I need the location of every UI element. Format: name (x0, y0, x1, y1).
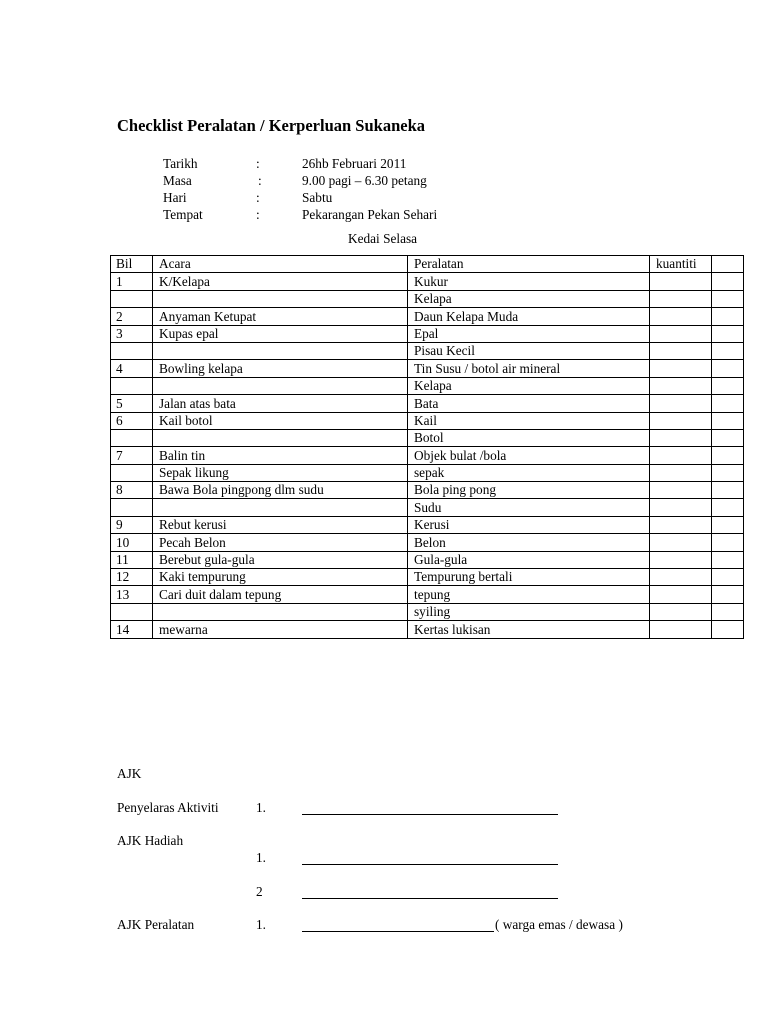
table-row (111, 308, 744, 325)
table-header-row (111, 256, 744, 273)
info-key: Masa (163, 173, 192, 188)
coordinator-label: Penyelaras Aktiviti (117, 800, 219, 815)
info-separator: : (256, 190, 260, 205)
cell-extra[interactable] (712, 412, 744, 429)
cell-bil: 12 (111, 569, 153, 586)
table-row (111, 377, 744, 394)
cell-bil: 4 (111, 360, 153, 377)
cell-kuantiti[interactable] (650, 621, 712, 638)
cell-extra[interactable] (712, 377, 744, 394)
cell-bil: 14 (111, 621, 153, 638)
checklist-table (110, 255, 744, 639)
table-row (111, 551, 744, 568)
info-key: Tempat (163, 207, 203, 222)
info-separator: : (256, 207, 260, 222)
cell-kuantiti[interactable] (650, 447, 712, 464)
cell-kuantiti[interactable] (650, 377, 712, 394)
coordinator-signature-line[interactable] (302, 814, 558, 815)
header-acara: Acara (153, 256, 408, 273)
cell-acara: Kaki tempurung (153, 569, 408, 586)
cell-bil: 2 (111, 308, 153, 325)
cell-acara: K/Kelapa (153, 273, 408, 290)
cell-bil (111, 429, 153, 446)
table-row (111, 360, 744, 377)
cell-kuantiti[interactable] (650, 429, 712, 446)
cell-acara: Pecah Belon (153, 534, 408, 551)
cell-extra[interactable] (712, 429, 744, 446)
header-bil: Bil (111, 256, 153, 273)
cell-bil: 8 (111, 482, 153, 499)
cell-acara (153, 377, 408, 394)
cell-bil (111, 464, 153, 481)
cell-acara: Anyaman Ketupat (153, 308, 408, 325)
cell-extra[interactable] (712, 447, 744, 464)
cell-bil: 11 (111, 551, 153, 568)
cell-peralatan: Tin Susu / botol air mineral (408, 360, 650, 377)
equipment-label: AJK Peralatan (117, 917, 195, 932)
cell-peralatan: Kerusi (408, 516, 650, 533)
cell-peralatan: Bata (408, 395, 650, 412)
prize-number-1: 1. (256, 850, 266, 865)
cell-acara (153, 429, 408, 446)
cell-acara: Rebut kerusi (153, 516, 408, 533)
cell-acara: Bowling kelapa (153, 360, 408, 377)
prize-number-2: 2 (256, 884, 263, 899)
cell-acara: Kupas epal (153, 325, 408, 342)
cell-extra[interactable] (712, 464, 744, 481)
info-key: Hari (163, 190, 187, 205)
cell-bil (111, 290, 153, 307)
cell-bil: 5 (111, 395, 153, 412)
cell-peralatan: Kertas lukisan (408, 621, 650, 638)
table-row (111, 516, 744, 533)
cell-kuantiti[interactable] (650, 290, 712, 307)
table-row (111, 464, 744, 481)
table-row (111, 290, 744, 307)
cell-acara: Bawa Bola pingpong dlm sudu (153, 482, 408, 499)
cell-peralatan: Bola ping pong (408, 482, 650, 499)
table-row (111, 412, 744, 429)
cell-kuantiti[interactable] (650, 342, 712, 359)
cell-kuantiti[interactable] (650, 551, 712, 568)
cell-kuantiti[interactable] (650, 603, 712, 620)
cell-extra[interactable] (712, 482, 744, 499)
cell-extra[interactable] (712, 308, 744, 325)
table-row (111, 534, 744, 551)
cell-peralatan: Kail (408, 412, 650, 429)
cell-kuantiti[interactable] (650, 586, 712, 603)
prize-signature-line-1[interactable] (302, 864, 558, 865)
cell-kuantiti[interactable] (650, 482, 712, 499)
info-key: Tarikh (163, 156, 198, 171)
prize-signature-line-2[interactable] (302, 898, 558, 899)
cell-extra[interactable] (712, 395, 744, 412)
info-separator: : (258, 173, 262, 188)
table-row (111, 621, 744, 638)
cell-extra[interactable] (712, 603, 744, 620)
cell-kuantiti[interactable] (650, 516, 712, 533)
table-row (111, 603, 744, 620)
info-value: 26hb Februari 2011 (302, 156, 407, 171)
cell-extra[interactable] (712, 551, 744, 568)
cell-peralatan: Kelapa (408, 377, 650, 394)
cell-peralatan: Pisau Kecil (408, 342, 650, 359)
equipment-signature-line[interactable] (302, 931, 494, 932)
cell-acara: Cari duit dalam tepung (153, 586, 408, 603)
cell-kuantiti[interactable] (650, 464, 712, 481)
cell-peralatan: Belon (408, 534, 650, 551)
cell-kuantiti[interactable] (650, 569, 712, 586)
equipment-number: 1. (256, 917, 266, 932)
cell-acara: mewarna (153, 621, 408, 638)
cell-extra[interactable] (712, 621, 744, 638)
cell-extra[interactable] (712, 342, 744, 359)
cell-peralatan: Gula-gula (408, 551, 650, 568)
cell-peralatan: sepak (408, 464, 650, 481)
table-row (111, 325, 744, 342)
cell-acara: Balin tin (153, 447, 408, 464)
cell-bil (111, 603, 153, 620)
header-kuantiti: kuantiti (650, 256, 712, 273)
cell-peralatan: Kelapa (408, 290, 650, 307)
cell-extra[interactable] (712, 516, 744, 533)
cell-acara: Jalan atas bata (153, 395, 408, 412)
cell-acara: Berebut gula-gula (153, 551, 408, 568)
cell-extra[interactable] (712, 534, 744, 551)
cell-peralatan: Objek bulat /bola (408, 447, 650, 464)
table-row (111, 447, 744, 464)
equipment-note: ( warga emas / dewasa ) (495, 917, 623, 932)
info-separator: : (256, 156, 260, 171)
cell-bil: 6 (111, 412, 153, 429)
cell-bil: 3 (111, 325, 153, 342)
header-extra (712, 256, 744, 273)
cell-acara: Sepak likung (153, 464, 408, 481)
cell-bil (111, 377, 153, 394)
cell-acara (153, 603, 408, 620)
cell-acara (153, 290, 408, 307)
table-row (111, 429, 744, 446)
cell-peralatan: Epal (408, 325, 650, 342)
table-row (111, 569, 744, 586)
cell-peralatan: Kukur (408, 273, 650, 290)
table-row (111, 482, 744, 499)
cell-kuantiti[interactable] (650, 325, 712, 342)
table-row (111, 342, 744, 359)
cell-extra[interactable] (712, 499, 744, 516)
cell-acara: Kail botol (153, 412, 408, 429)
cell-peralatan: syiling (408, 603, 650, 620)
cell-bil (111, 342, 153, 359)
cell-acara (153, 499, 408, 516)
info-value: 9.00 pagi – 6.30 petang (302, 173, 427, 188)
cell-bil: 1 (111, 273, 153, 290)
cell-kuantiti[interactable] (650, 534, 712, 551)
cell-extra[interactable] (712, 290, 744, 307)
cell-peralatan: Tempurung bertali (408, 569, 650, 586)
cell-peralatan: tepung (408, 586, 650, 603)
table-row (111, 499, 744, 516)
cell-peralatan: Daun Kelapa Muda (408, 308, 650, 325)
cell-kuantiti[interactable] (650, 273, 712, 290)
committee-heading: AJK (117, 766, 142, 781)
cell-peralatan: Sudu (408, 499, 650, 516)
cell-extra[interactable] (712, 325, 744, 342)
cell-kuantiti[interactable] (650, 360, 712, 377)
header-peralatan: Peralatan (408, 256, 650, 273)
table-row (111, 395, 744, 412)
cell-kuantiti[interactable] (650, 412, 712, 429)
cell-bil: 9 (111, 516, 153, 533)
cell-peralatan: Botol (408, 429, 650, 446)
cell-extra[interactable] (712, 360, 744, 377)
info-value: Sabtu (302, 190, 333, 205)
prize-label: AJK Hadiah (117, 833, 184, 848)
table-row (111, 586, 744, 603)
coordinator-number: 1. (256, 800, 266, 815)
document-title: Checklist Peralatan / Kerperluan Sukaneka (117, 116, 426, 135)
cell-acara (153, 342, 408, 359)
cell-extra[interactable] (712, 273, 744, 290)
cell-kuantiti[interactable] (650, 499, 712, 516)
cell-extra[interactable] (712, 569, 744, 586)
table-row (111, 273, 744, 290)
info-value: Pekarangan Pekan Sehari (302, 207, 438, 222)
cell-bil: 10 (111, 534, 153, 551)
cell-bil: 13 (111, 586, 153, 603)
cell-bil: 7 (111, 447, 153, 464)
cell-kuantiti[interactable] (650, 308, 712, 325)
cell-bil (111, 499, 153, 516)
cell-extra[interactable] (712, 586, 744, 603)
subtitle: Kedai Selasa (348, 231, 418, 246)
cell-kuantiti[interactable] (650, 395, 712, 412)
